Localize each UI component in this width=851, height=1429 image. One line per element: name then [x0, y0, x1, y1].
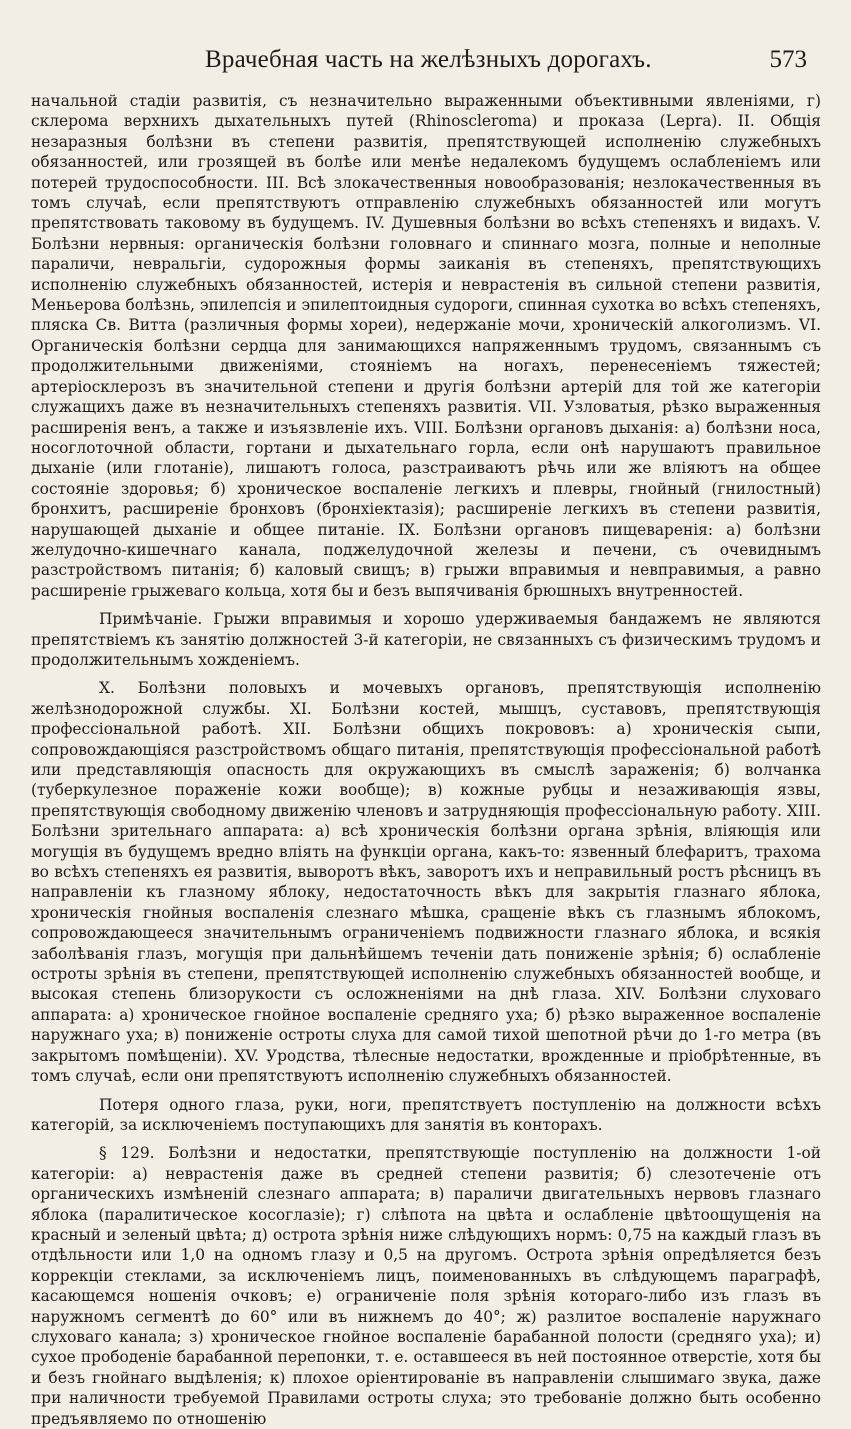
running-title: Врачебная часть на желѣзныхъ дорогахъ. [205, 46, 652, 73]
paragraph-continuation: начальной стадіи развитія, съ незначительно выраженными объективными явленіями, г) склерома верхнихъ дыхательныхъ путей (Rhinoscleroma) и проказа (Lepra). II. Общія незаразныя болѣзни въ степени развитія, препятствующей исполненію служебныхъ обязанностей, или грозящей въ болѣе или менѣе недалекомъ будущемъ ослабленіемъ или потерей трудоспособности. III. Всѣ злокачественныя новообразованія; незлокачественныя въ томъ случаѣ, если препятствуютъ отправленію служебныхъ обязанностей или могутъ препятствовать таковому въ будущемъ. IV. Душевныя болѣзни во всѣхъ степеняхъ и видахъ. V. Болѣзни нервныя: органическія болѣзни головнаго и спиннаго мозга, полные и неполные параличи, невральгіи, судорожныя формы заиканія въ степеняхъ, препятствующихъ исполненію служебныхъ обязанностей, истерія и неврастенія въ сильной степени развитія, Меньерова болѣзнь, эпилепсія и эпилептоидныя судороги, спинная сухотка во всѣхъ степеняхъ, пляска Св. Витта (различныя формы хореи), недержаніе мочи, хроническій алкоголизмъ. VI. Органическія болѣзни сердца для занимающихся напряженнымъ трудомъ, связаннымъ съ продолжительными движеніями, стояніемъ на ногахъ, перенесеніемъ тяжестей; артеріосклерозъ въ значительной степени и другія болѣзни артерій для той же категоріи служащихъ даже въ незначительныхъ степеняхъ развитія. VII. Узловатыя, рѣзко выраженныя расширенія венъ, а также и изъязвленіе ихъ. VIII. Болѣзни органовъ дыханія: а) болѣзни носа, носоглоточной области, гортани и дыхательнаго горла, если онѣ нарушаютъ правильное дыханіе (или глотаніе), лишаютъ голоса, разстраиваютъ рѣчь или же вліяютъ на общее состояніе здоровья; б) хроническое воспаленіе легкихъ и плевры, гнойный (гнилостный) бронхитъ, расширеніе бронховъ (бронхіектазія); расширеніе легкихъ въ степени развитія, нарушающей дыханіе и общее питаніе. IX. Болѣзни органовъ пищеваренія: а) болѣзни желудочно-кишечнаго канала, поджелудочной железы и печени, съ очевиднымъ разстройствомъ питанія; б) каловый свищъ; в) грыжи вправимыя и невправимыя, а равно расширеніе грыжеваго кольца, хотя бы и безъ выпячиванія брюшныхъ внутренностей. [31, 92, 821, 600]
paragraph-note: Примѣчаніе. Грыжи вправимыя и хорошо удерживаемыя бандажемъ не являются препятствіемъ къ занятію должностей 3-й категоріи, не связанныхъ съ физическимъ трудомъ и продолжительнымъ хожденіемъ. [31, 610, 821, 669]
paragraph-diseases-x-xv: X. Болѣзни половыхъ и мочевыхъ органовъ, препятствующія исполненію желѣзнодорожной службы. XI. Болѣзни костей, мышцъ, суставовъ, препятствующія профессіональной работѣ. XII. Болѣзни общихъ покрововъ: а) хроническія сыпи, сопровождающіяся разстройствомъ общаго питанія, препятствующія профессіональной работѣ или представляющія опасность для окружающихъ въ смыслѣ зараженія; б) волчанка (туберкулезное пораженіе кожи вообще); в) кожные рубцы и незаживающія язвы, препятствующія свободному движенію членовъ и затрудняющія профессіональную работу. XIII. Болѣзни зрительнаго аппарата: а) всѣ хроническія болѣзни органа зрѣнія, вліяющія или могущія въ будущемъ вредно вліять на функціи органа, какъ-то: язвенный блефаритъ, трахома во всѣхъ степеняхъ ея развитія, выворотъ вѣкъ, заворотъ ихъ и неправильный ростъ рѣсницъ въ направленіи къ глазному яблоку, недостаточность вѣкъ для закрытія глазнаго яблока, хроническія гнойныя воспаленія слезнаго мѣшка, сращеніе вѣкъ съ глазнымъ яблокомъ, сопровождающееся значительнымъ ограниченіемъ подвижности глазнаго яблока, и всякія заболѣванія глазъ, могущія при дальнѣйшемъ теченіи дать пониженіе зрѣнія; б) ослабленіе остроты зрѣнія въ степени, препятствующей исполненію служебныхъ обязанностей вообще, и высокая степень близорукости съ осложненіями на днѣ глаза. XIV. Болѣзни слуховаго аппарата: а) хроническое гнойное воспаленіе средняго уха; б) рѣзко выраженное воспаленіе наружнаго уха; в) пониженіе остроты слуха для самой тихой шепотной рѣчи до 1-го метра (въ закрытомъ помѣщеніи). XV. Уродства, тѣлесные недостатки, врожденные и пріобрѣтенные, въ томъ случаѣ, если они препятствуютъ исполненію служебныхъ обязанностей. [31, 679, 821, 1086]
paragraph-loss-of-limb: Потеря одного глаза, руки, ноги, препятствуетъ поступленію на должности всѣхъ категорій, за исключеніемъ поступающихъ для занятія въ конторахъ. [31, 1095, 821, 1134]
body-text [31, 91, 821, 1429]
page-number: 573 [769, 46, 807, 73]
paragraph-section-129: § 129. Болѣзни и недостатки, препятствующіе поступленію на должности 1-ой категоріи: а) неврастенія даже въ средней степени развитія; б) слезотеченіе отъ органическихъ измѣненій слезнаго аппарата; в) параличи двигательныхъ нервовъ глазнаго яблока (паралитическое косоглазіе); г) слѣпота на цвѣта и ослабленіе цвѣтоощущенія на красный и зеленый цвѣта; д) острота зрѣнія ниже слѣдующихъ нормъ: 0,75 на каждый глазъ въ отдѣльности или 1,0 на одномъ глазу и 0,5 на другомъ. Острота зрѣнія опредѣляется безъ коррекціи стеклами, за исключеніемъ лицъ, поименованныхъ въ слѣдующемъ параграфѣ, касающемся ношенія очковъ; е) ограниченіе поля зрѣнія котораго-либо изъ глазъ въ наружномъ сегментѣ до 60° или въ нижнемъ до 40°; ж) разлитое воспаленіе наружнаго слуховаго канала; з) хроническое гнойное воспаленіе барабанной полости (средняго уха); и) сухое прободеніе барабанной перепонки, т. е. оставшееся въ ней постоянное отверстіе, хотя бы и безъ гнойнаго выдѣленія; к) плохое оріентированіе въ направленіи слышимаго звука, даже при наличности требуемой Правилами остроты слуха; это требованіе должно быть особенно предъявляемо по отношенію [31, 1144, 821, 1428]
running-header [0, 42, 851, 82]
